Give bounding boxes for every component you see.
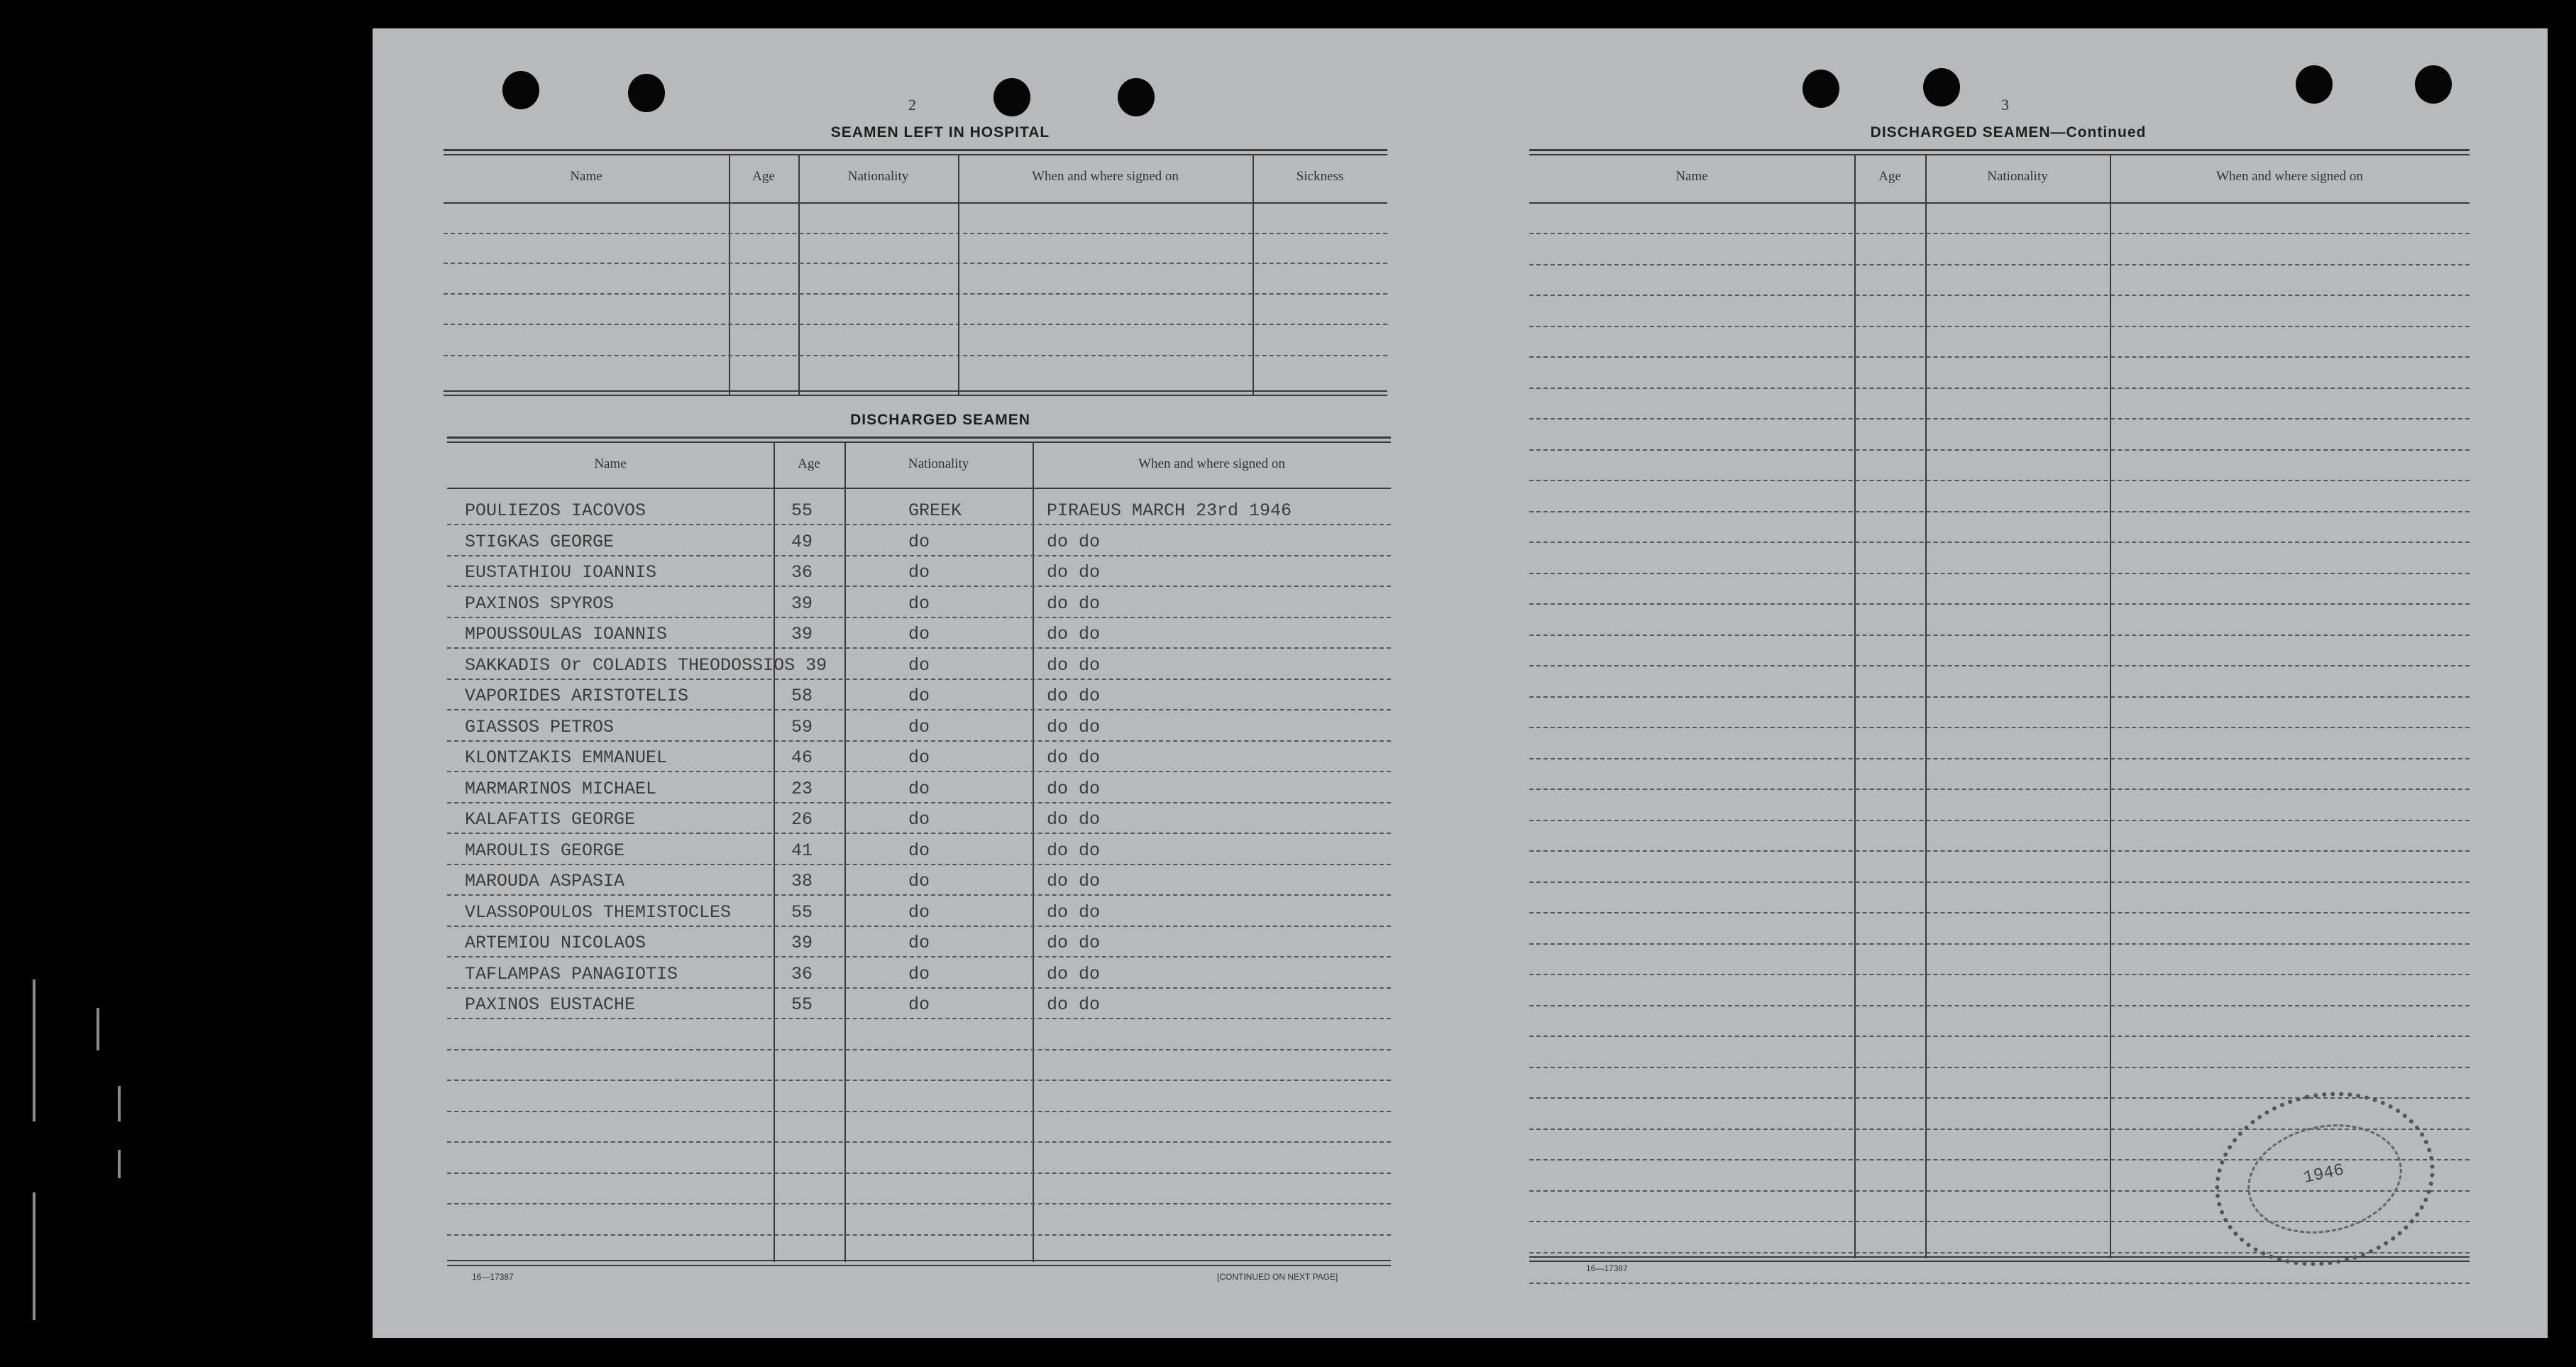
seaman-age: 39	[791, 933, 813, 953]
binder-hole	[1923, 68, 1960, 106]
seaman-signed-on: do do	[1047, 747, 1101, 768]
row-rule	[1529, 912, 2470, 913]
row-rule	[447, 1203, 1391, 1204]
row-rule	[447, 1018, 1391, 1019]
col-header: Nationality	[1987, 169, 2048, 184]
seaman-name: TAFLAMPAS PANAGIOTIS	[465, 963, 678, 984]
seaman-nationality: do	[908, 871, 930, 891]
row-rule	[447, 524, 1391, 525]
seaman-name: SAKKADIS Or COLADIS THEODOSSIOS 39	[465, 654, 827, 676]
seaman-signed-on: do do	[1047, 994, 1101, 1015]
seaman-nationality: do	[908, 716, 930, 737]
seaman-age: 41	[791, 840, 813, 861]
row-rule	[1529, 356, 2470, 358]
discharged-continued-title: DISCHARGED SEAMEN—Continued	[1870, 124, 2147, 141]
seaman-signed-on: do do	[1047, 562, 1101, 583]
seaman-signed-on: do do	[1047, 716, 1101, 737]
row-rule	[1529, 264, 2470, 265]
seaman-name: ARTEMIOU NICOLAOS	[465, 933, 646, 953]
row-rule	[1529, 233, 2470, 234]
seaman-signed-on: do do	[1047, 963, 1101, 984]
binder-hole	[1118, 78, 1155, 116]
seaman-nationality: do	[908, 593, 930, 614]
form-number: 16—17387	[1586, 1263, 1628, 1273]
seaman-nationality: do	[908, 840, 930, 861]
seaman-nationality: do	[908, 747, 930, 768]
seaman-signed-on: do do	[1047, 531, 1101, 552]
col-header: When and where signed on	[1032, 169, 1179, 184]
row-rule	[447, 833, 1391, 834]
seaman-nationality: do	[908, 531, 930, 552]
row-rule	[1529, 696, 2470, 698]
binder-hole	[628, 74, 665, 112]
page-number: 2	[908, 96, 916, 114]
seaman-name: MPOUSSOULAS IOANNIS	[465, 624, 668, 644]
seaman-name: PAXINOS EUSTACHE	[465, 994, 636, 1015]
row-rule	[1529, 882, 2470, 883]
row-rule	[447, 894, 1391, 896]
seaman-nationality: do	[908, 778, 930, 799]
seaman-name: MARMARINOS MICHAEL	[465, 778, 657, 799]
row-rule	[447, 864, 1391, 865]
seaman-age: 39	[791, 624, 813, 644]
left-page	[373, 28, 1437, 1338]
row-rule	[1529, 480, 2470, 481]
seaman-age: 36	[791, 562, 813, 583]
seaman-signed-on: do do	[1047, 593, 1101, 614]
seaman-name: POULIEZOS IACOVOS	[465, 500, 646, 521]
row-rule	[1529, 573, 2470, 574]
discharged-table	[447, 437, 1391, 1274]
col-header: Sickness	[1296, 169, 1344, 184]
row-rule	[1529, 295, 2470, 296]
film-edge-marks	[26, 979, 139, 1334]
col-header: Name	[570, 169, 602, 184]
row-rule	[447, 586, 1391, 587]
discharged-section-title: DISCHARGED SEAMEN	[850, 412, 1030, 428]
seaman-signed-on: PIRAEUS MARCH 23rd 1946	[1047, 500, 1292, 521]
row-rule	[1529, 418, 2470, 419]
row-rule	[1529, 388, 2470, 389]
row-rule	[447, 926, 1391, 927]
row-rule	[447, 555, 1391, 556]
seaman-signed-on: do do	[1047, 871, 1101, 891]
seaman-name: KALAFATIS GEORGE	[465, 809, 636, 830]
row-rule	[1529, 449, 2470, 451]
row-rule	[447, 1173, 1391, 1174]
row-rule	[1529, 850, 2470, 852]
row-rule	[447, 956, 1391, 957]
row-rule	[447, 617, 1391, 618]
row-rule	[1529, 1067, 2470, 1068]
seaman-name: EUSTATHIOU IOANNIS	[465, 562, 657, 583]
row-rule	[1529, 511, 2470, 512]
port-stamp: 1946	[2198, 1072, 2450, 1286]
seaman-age: 23	[791, 778, 813, 799]
binder-hole	[993, 78, 1030, 116]
row-rule	[1529, 603, 2470, 605]
seaman-nationality: do	[908, 654, 930, 676]
binder-hole	[2415, 65, 2452, 104]
col-header: Age	[752, 169, 775, 184]
row-rule	[1529, 727, 2470, 728]
row-rule	[447, 1141, 1391, 1143]
row-rule	[447, 1080, 1391, 1081]
seaman-nationality: GREEK	[908, 500, 962, 521]
row-rule	[1529, 1005, 2470, 1006]
seaman-name: VLASSOPOULOS THEMISTOCLES	[465, 901, 732, 923]
seaman-name: STIGKAS GEORGE	[465, 531, 615, 552]
binder-hole	[502, 71, 539, 109]
row-rule	[1529, 542, 2470, 543]
row-rule	[447, 1111, 1391, 1112]
seaman-nationality: do	[908, 686, 930, 706]
seaman-signed-on: do do	[1047, 654, 1101, 676]
row-rule	[1529, 326, 2470, 327]
seaman-nationality: do	[908, 562, 930, 583]
col-header: When and where signed on	[2216, 169, 2363, 184]
seaman-age: 55	[791, 901, 813, 923]
row-rule	[1529, 820, 2470, 821]
row-rule	[447, 1234, 1391, 1236]
seaman-nationality: do	[908, 809, 930, 830]
row-rule	[447, 740, 1391, 742]
row-rule	[1529, 974, 2470, 975]
seaman-nationality: do	[908, 624, 930, 644]
row-rule	[1529, 789, 2470, 790]
seaman-name: KLONTZAKIS EMMANUEL	[465, 747, 668, 768]
row-rule	[447, 802, 1391, 803]
seaman-nationality: do	[908, 994, 930, 1015]
col-header: Name	[594, 456, 627, 471]
seaman-age: 46	[791, 747, 813, 768]
seaman-signed-on: do do	[1047, 933, 1101, 953]
seaman-age: 58	[791, 686, 813, 706]
seaman-signed-on: do do	[1047, 686, 1101, 706]
seaman-age: 59	[791, 716, 813, 737]
row-rule	[1529, 943, 2470, 945]
seaman-name: MAROULIS GEORGE	[465, 840, 625, 861]
row-rule	[1529, 1036, 2470, 1037]
seaman-name: PAXINOS SPYROS	[465, 593, 615, 614]
seaman-nationality: do	[908, 901, 930, 923]
col-header: Nationality	[847, 169, 909, 184]
seaman-nationality: do	[908, 963, 930, 984]
seaman-age: 55	[791, 500, 813, 521]
seaman-age: 49	[791, 531, 813, 552]
row-rule	[447, 1049, 1391, 1050]
ledger-sheet	[373, 28, 2548, 1338]
seaman-age: 55	[791, 994, 813, 1015]
row-rule	[1529, 665, 2470, 666]
seaman-signed-on: do do	[1047, 809, 1101, 830]
seaman-signed-on: do do	[1047, 901, 1101, 923]
seaman-signed-on: do do	[1047, 840, 1101, 861]
col-header: Nationality	[908, 456, 969, 471]
continued-note: [CONTINUED ON NEXT PAGE]	[1217, 1272, 1338, 1282]
row-rule	[447, 679, 1391, 680]
binder-hole	[1802, 70, 1839, 108]
hospital-section-title: SEAMEN LEFT IN HOSPITAL	[830, 124, 1050, 141]
row-rule	[447, 771, 1391, 772]
col-header: Age	[1878, 169, 1901, 184]
seaman-name: GIASSOS PETROS	[465, 716, 615, 737]
right-page	[1462, 28, 2548, 1338]
row-rule	[447, 647, 1391, 649]
form-number: 16—17387	[472, 1272, 514, 1282]
seaman-name: VAPORIDES ARISTOTELIS	[465, 686, 689, 706]
seaman-nationality: do	[908, 933, 930, 953]
col-header: Age	[798, 456, 820, 471]
row-rule	[1529, 758, 2470, 759]
page-number: 3	[2001, 96, 2009, 114]
col-header: Name	[1675, 169, 1708, 184]
seaman-age: 26	[791, 809, 813, 830]
seaman-name: MAROUDA ASPASIA	[465, 871, 625, 891]
row-rule	[1529, 635, 2470, 636]
seaman-signed-on: do do	[1047, 778, 1101, 799]
binder-hole	[2296, 65, 2333, 104]
row-rule	[447, 709, 1391, 710]
seaman-signed-on: do do	[1047, 624, 1101, 644]
col-header: When and where signed on	[1138, 456, 1285, 471]
hospital-table	[444, 149, 1387, 422]
row-rule	[1529, 1283, 2470, 1284]
row-rule	[447, 987, 1391, 989]
seaman-age: 36	[791, 963, 813, 984]
seaman-age: 38	[791, 871, 813, 891]
seaman-age: 39	[791, 593, 813, 614]
